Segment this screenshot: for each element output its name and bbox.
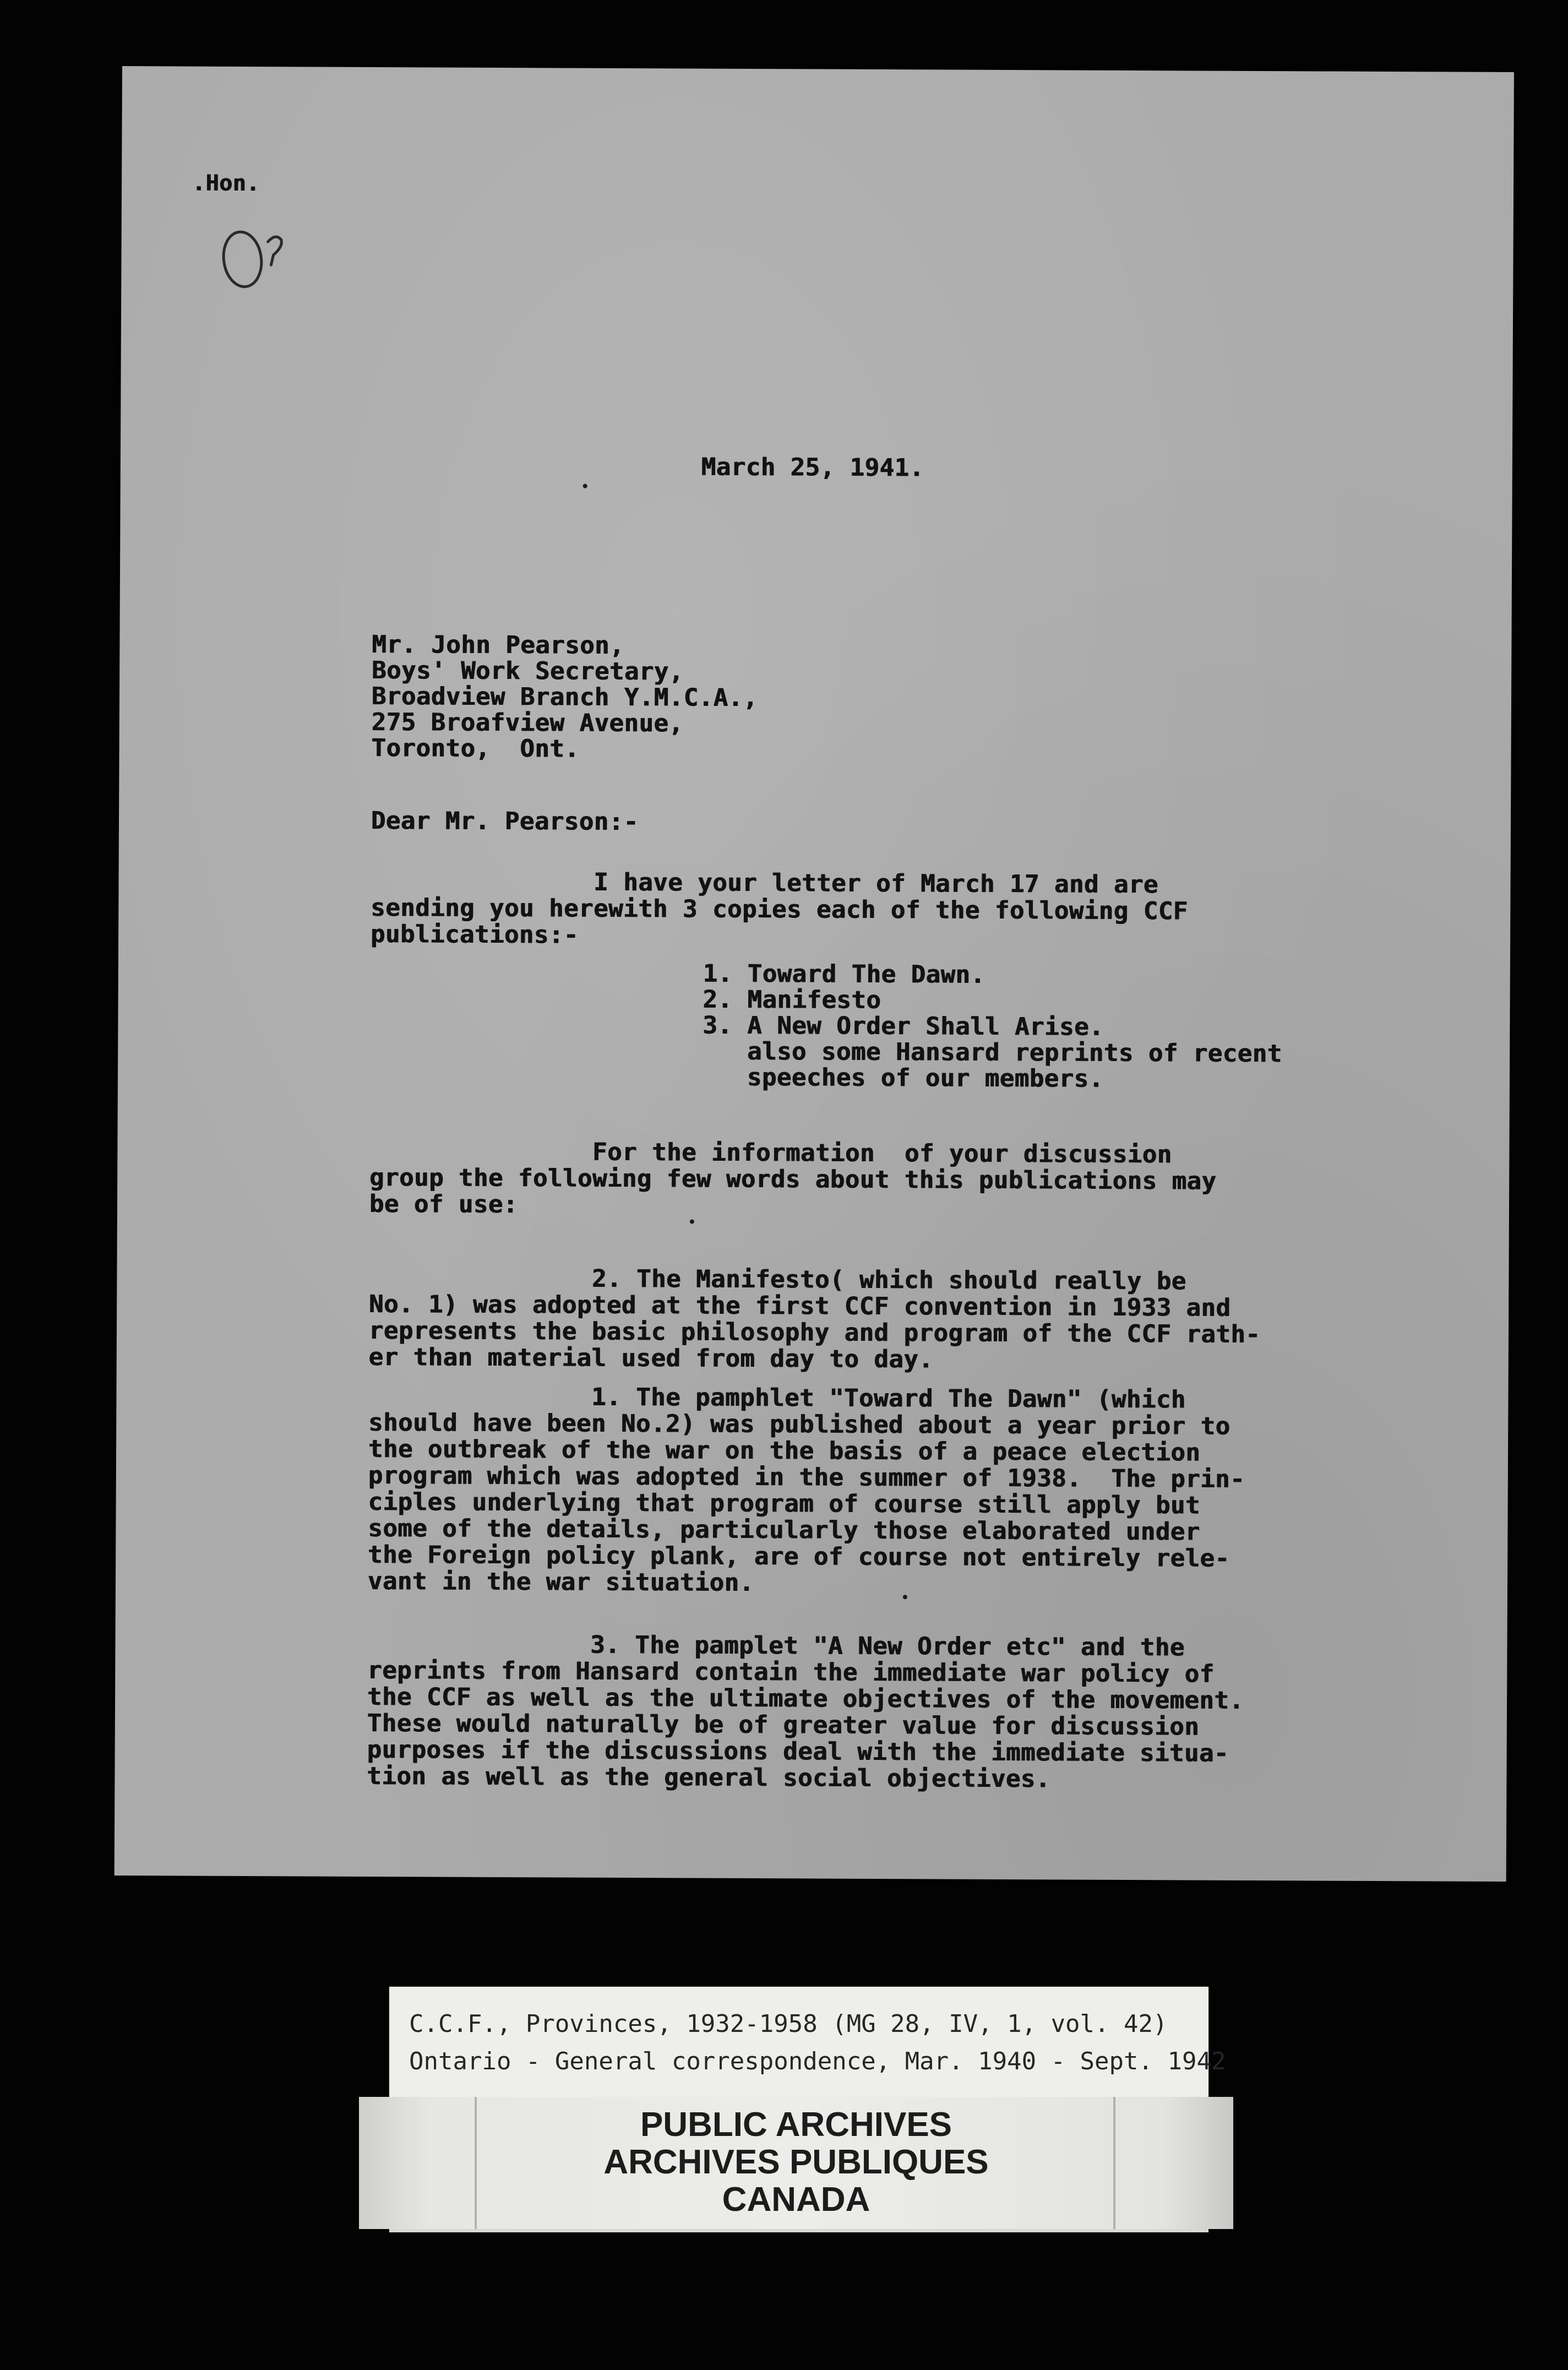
text-line: sending you herewith 3 copies each of the following CCF [371,893,1188,926]
text-line: be of use: [369,1189,519,1219]
list-item: 1. Toward The Dawn. [703,959,986,989]
text-line: the Foreign policy plank, are of course not entirely rele- [368,1540,1230,1573]
corner-mark: .Hon. [192,170,260,197]
text-line: purposes if the discussions deal with the immediate situa- [367,1735,1229,1768]
text-line: should have been No.2) was published about a year prior to [368,1408,1231,1441]
text-line: For the information of your discussion [369,1137,1172,1169]
letter-sheet [115,66,1514,1882]
recipient-line: Broadview Branch Y.M.C.A., [371,682,758,713]
recipient-line: Mr. John Pearson, [372,630,625,660]
ink-speck [583,484,587,488]
list-item: 2. Manifesto [703,985,881,1015]
publications-list [703,961,1283,1093]
handwritten-mark [214,216,297,294]
text-line: tion as well as the general social objectives. [367,1762,1051,1793]
letter-date: March 25, 1941. [701,453,924,482]
text-line: represents the basic philosophy and program of the CCF rath- [368,1316,1261,1349]
stamp-line: CANADA [722,2181,870,2219]
recipient-line: Boys' Work Secretary, [372,656,684,686]
text-line: These would naturally be of greater value for discussion [367,1709,1200,1741]
paragraph-toward-the-dawn [368,1383,1245,1599]
reference-line: Ontario - General correspondence, Mar. 1940 - Sept. 1942 [409,2047,1226,2075]
list-item: speeches of our members. [702,1063,1104,1093]
archive-stamp-label [359,2097,1233,2229]
archive-reference-label [389,1987,1226,2097]
handwritten-mark-drawing [214,216,297,294]
ink-speck [903,1595,907,1599]
label-edge [389,2229,1208,2232]
text-line: reprints from Hansard contain the immediate war policy of [367,1656,1215,1688]
paragraph-information [369,1138,1217,1221]
text-line: some of the details, particularly those elaborated under [368,1514,1200,1546]
paragraph-manifesto [369,1265,1261,1374]
text-line: er than material used from day to day. [368,1342,934,1374]
text-line: 3. The pamplet "A New Order etc" and the [367,1629,1185,1662]
recipient-line: Toronto, Ont. [371,733,580,763]
text-line: publications:- [371,920,579,949]
text-line: I have your letter of March 17 and are [371,867,1159,899]
salutation: Dear Mr. Pearson:- [371,806,639,836]
paragraph-intro [371,868,1188,951]
stamp-line: PUBLIC ARCHIVES [640,2106,952,2144]
list-item: 3. A New Order Shall Arise. [703,1011,1104,1041]
text-line: the outbreak of the war on the basis of a peace election [368,1434,1201,1467]
reference-line: C.C.F., Provinces, 1932-1958 (MG 28, IV, 1, vol. 42) [409,2010,1168,2038]
text-line: vant in the war situation. [367,1567,754,1597]
recipient-address [371,632,758,763]
text-line: ciples underlying that program of course still apply but [368,1487,1201,1520]
list-item: also some Hansard reprints of recent [703,1037,1282,1068]
stamp-line: ARCHIVES PUBLIQUES [603,2143,989,2181]
text-line: program which was adopted in the summer of 1938. The prin- [368,1461,1245,1493]
text-line: No. 1) was adopted at the first CCF convention in 1933 and [369,1290,1231,1322]
ink-speck [690,1220,694,1224]
text-line: group the following few words about this publications may [369,1163,1217,1195]
text-line: 1. The pamphlet "Toward The Dawn" (which [368,1382,1186,1414]
paragraph-new-order [367,1631,1244,1793]
text-line: the CCF as well as the ultimate objectives of the movement. [367,1682,1244,1715]
text-line: 2. The Manifesto( which should really be [369,1263,1186,1296]
recipient-line: 275 Broafview Avenue, [371,708,684,738]
